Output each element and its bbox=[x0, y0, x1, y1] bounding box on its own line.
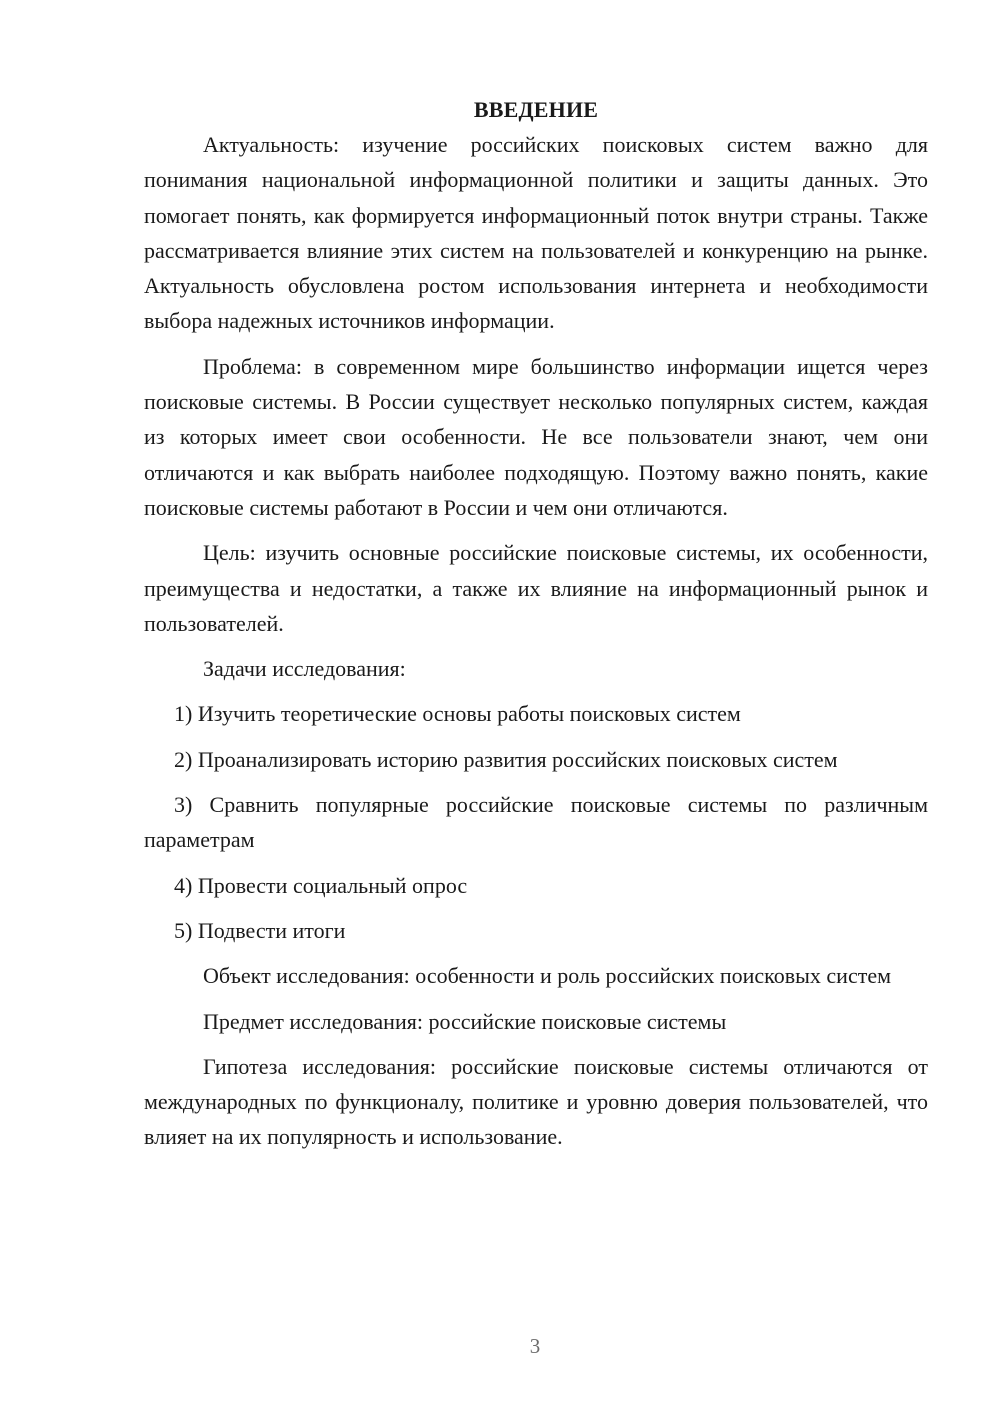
task-item-4: 4) Провести социальный опрос bbox=[174, 872, 468, 898]
paragraph-object: Объект исследования: особенности и роль российских поисковых систем bbox=[203, 963, 892, 989]
paragraph-subject: Предмет исследования: российские поисковые системы bbox=[203, 1008, 727, 1034]
paragraph-hypothesis: Гипотеза исследования: российские поисковые системы отличаются от международных по функционалу, политике и уровню доверия пользователей, что влияет на их популярность и использование. bbox=[144, 1053, 928, 1150]
page-number: 3 bbox=[529, 1334, 541, 1358]
paragraph-problem: Проблема: в современном мире большинство информации ищется через поисковые системы. В России существует несколько популярных систем, каждая из которых имеет свои особенности. Не все пользователи знают, чем они отличаются и как выбрать наиболее подходящую. Поэтому важно понять, какие поисковые системы работают в России и чем они отличаются. bbox=[144, 353, 928, 520]
task-item-3: 3) Сравнить популярные российские поисковые системы по различным параметрам bbox=[144, 792, 928, 853]
paragraph-tasks-intro: Задачи исследования: bbox=[203, 656, 406, 682]
task-item-2: 2) Проанализировать историю развития российских поисковых систем bbox=[174, 746, 838, 772]
paragraph-relevance: Актуальность: изучение российских поисковых систем важно для понимания национальной информационной политики и защиты данных. Это помогает понять, как формируется информационный поток внутри страны. Также рассматривается влияние этих систем на пользователей и конкуренцию на рынке. Актуальность обусловлена ростом использования интернета и необходимости выбора надежных источников информации. bbox=[144, 132, 928, 334]
page-content bbox=[144, 92, 928, 1165]
task-item-5: 5) Подвести итоги bbox=[174, 917, 346, 943]
task-item-1: 1) Изучить теоретические основы работы поисковых систем bbox=[174, 701, 741, 727]
paragraph-goal: Цель: изучить основные российские поисковые системы, их особенности, преимущества и недостатки, а также их влияние на информационный рынок и пользователей. bbox=[144, 540, 928, 636]
section-heading: ВВЕДЕНИЕ bbox=[473, 97, 599, 122]
